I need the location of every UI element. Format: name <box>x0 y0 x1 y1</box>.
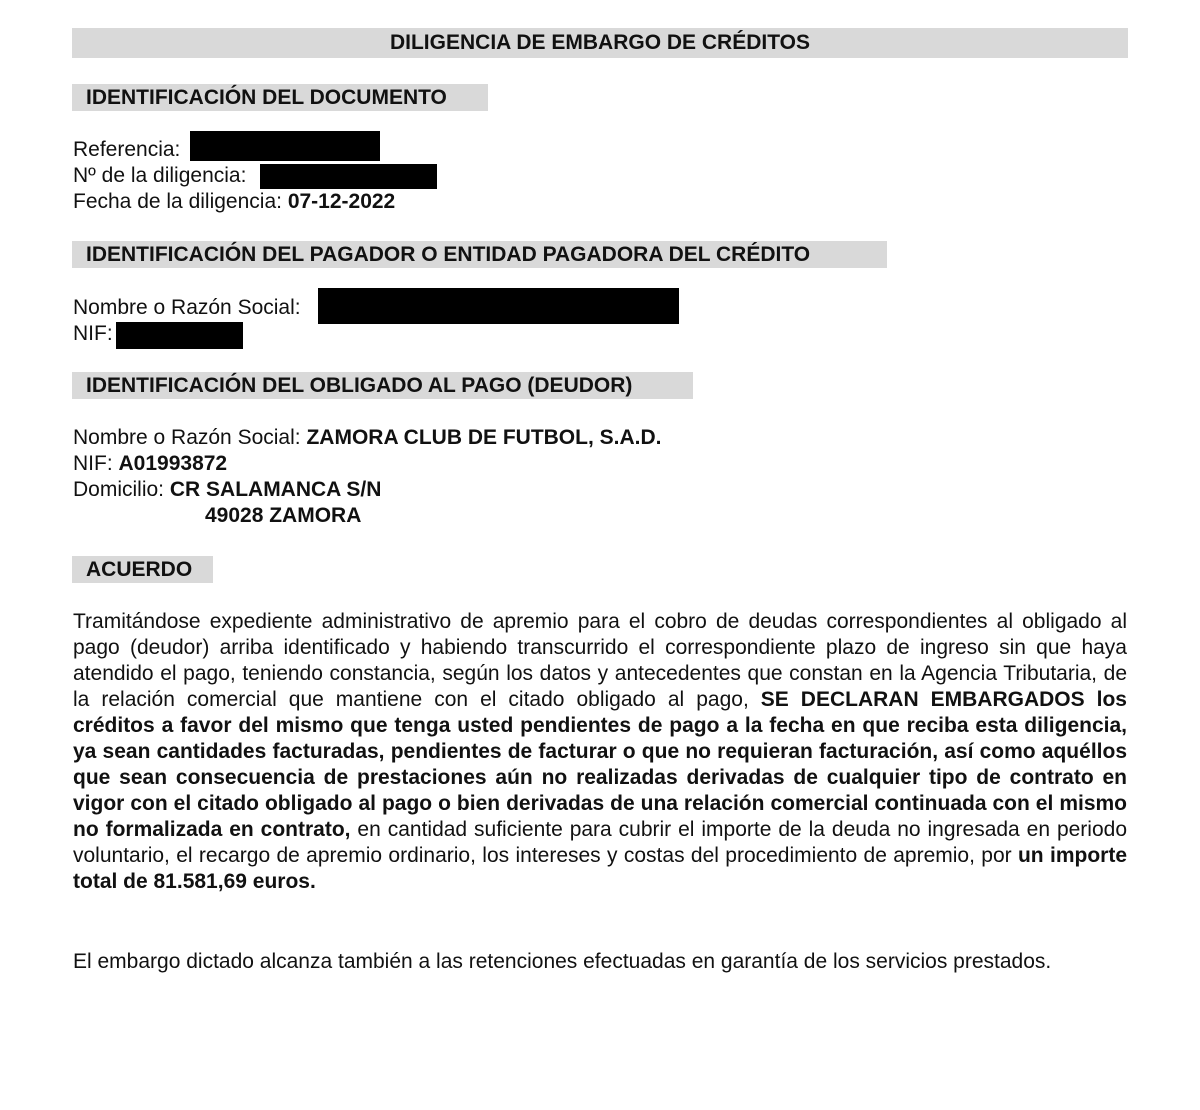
redaction-payer-nif <box>116 322 243 349</box>
payer-nombre-label: Nombre o Razón Social: <box>73 296 301 319</box>
p1-bold-amount: un importe total de 81.581,69 euros. <box>73 844 1127 893</box>
referencia-label: Referencia: <box>73 138 181 161</box>
p1-text-2: en cantidad suficiente para cubrir el importe de la deuda no ingresada en periodo voluntario, el recargo de apremio ordinario, los intereses y costas del procedimiento de apremio, por <box>73 818 1128 867</box>
debtor-domicilio-row <box>73 477 381 503</box>
debtor-domicilio-line2: 49028 ZAMORA <box>205 504 362 527</box>
payer-nif-label: NIF: <box>73 322 113 345</box>
fecha-value: 07-12-2022 <box>287 190 396 213</box>
redaction-numero <box>260 164 437 189</box>
fecha-row <box>73 189 395 215</box>
debtor-nombre-value: ZAMORA CLUB DE FUTBOL, S.A.D. <box>306 426 662 449</box>
section-heading-payer: IDENTIFICACIÓN DEL PAGADOR O ENTIDAD PAGADORA DEL CRÉDITO <box>72 241 887 268</box>
section-heading-debtor: IDENTIFICACIÓN DEL OBLIGADO AL PAGO (DEUDOR) <box>72 372 693 399</box>
p1-bold-declaration: SE DECLARAN EMBARGADOS los créditos a favor del mismo que tenga usted pendientes de pago a la fecha en que reciba esta diligencia, ya sean cantidades facturadas, pendientes de facturar o que no requieran facturación, así como aquéllos que sean consecuencia de prestaciones aún no realizadas derivadas de cualquier tipo de contrato en vigor con el citado obligado al pago o bien derivadas de una relación comercial continuada con el mismo no formalizada en contrato, <box>73 688 1127 841</box>
debtor-nombre-row <box>73 425 661 451</box>
debtor-nombre-label: Nombre o Razón Social: <box>73 426 301 449</box>
acuerdo-paragraph-2: El embargo dictado alcanza también a las retenciones efectuadas en garantía de los servicios prestados. <box>73 950 1052 973</box>
acuerdo-paragraph-1 <box>73 609 1127 895</box>
numero-label: Nº de la diligencia: <box>73 164 247 187</box>
section-heading-acuerdo: ACUERDO <box>72 556 213 583</box>
debtor-nif-value: A01993872 <box>118 452 228 475</box>
redaction-payer-nombre <box>318 288 679 324</box>
redaction-referencia <box>190 131 380 161</box>
document-title: DILIGENCIA DE EMBARGO DE CRÉDITOS <box>72 28 1128 58</box>
debtor-nif-row <box>73 451 227 477</box>
debtor-domicilio-label: Domicilio: <box>73 478 165 501</box>
debtor-domicilio-line1: CR SALAMANCA S/N <box>169 478 382 501</box>
section-heading-document: IDENTIFICACIÓN DEL DOCUMENTO <box>72 84 488 111</box>
fecha-label: Fecha de la diligencia: <box>73 190 282 213</box>
p1-text: Tramitándose expediente administrativo de apremio para el cobro de deudas correspondientes al obligado al pago (deudor) arriba identificado y habiendo transcurrido el correspondiente plazo de ingreso sin que haya atendido el pago, teniendo constancia, según los datos y antecedentes que constan en la Agencia Tributaria, de la relación comercial que mantiene con el citado obligado al pago, <box>73 610 1127 711</box>
debtor-nif-label: NIF: <box>73 452 113 475</box>
